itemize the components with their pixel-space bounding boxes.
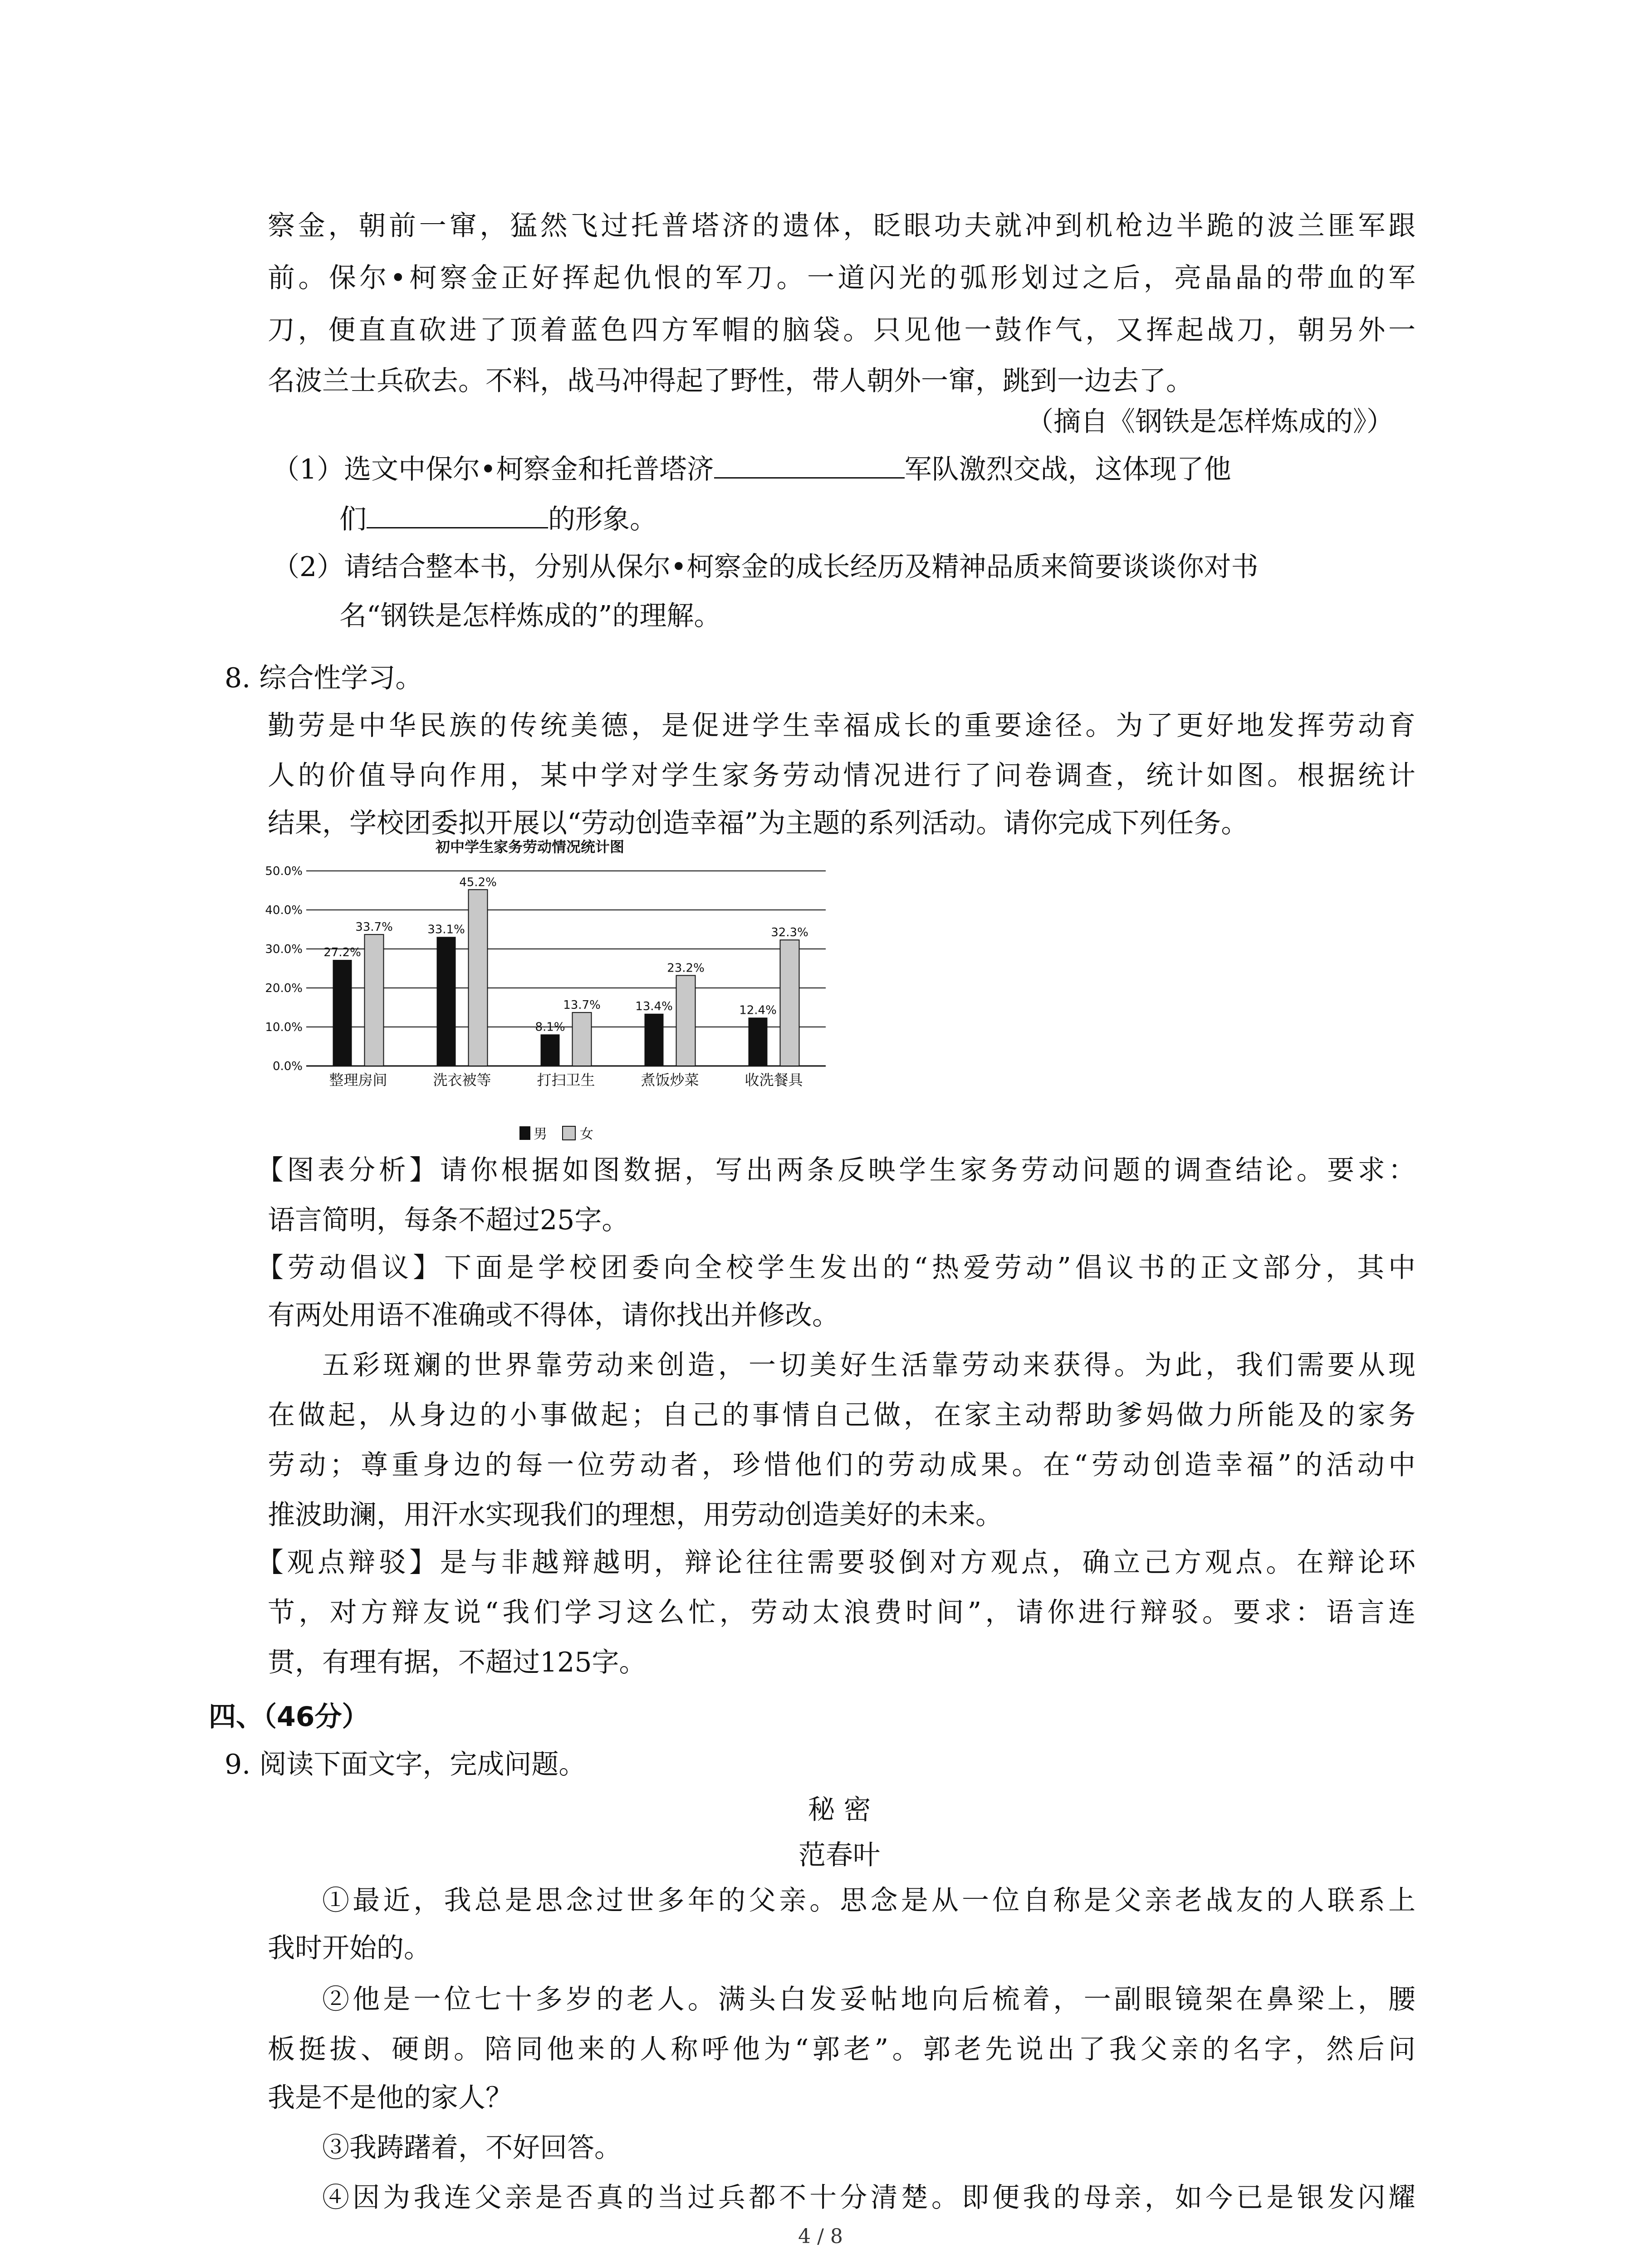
q8-proposal-line: 有两处用语不准确或不得体，请你找出并修改。 xyxy=(268,1300,839,1331)
y-tick-label: 50.0% xyxy=(265,865,303,878)
bar-male xyxy=(645,1014,664,1066)
section4-title: 四、（46分） xyxy=(209,1701,369,1733)
bar-female xyxy=(469,890,488,1066)
bar-male xyxy=(437,937,456,1066)
legend-label-female: 女 xyxy=(580,1126,593,1142)
x-tick-label: 打扫卫生 xyxy=(537,1071,595,1089)
y-tick-label: 40.0% xyxy=(265,904,303,917)
q8-debate-line: 贯，有理有据，不超过125字。 xyxy=(268,1647,647,1678)
q7-sub1-text-c: 们 xyxy=(339,503,367,535)
article-paragraph-line: 板挺拔、硬朗。陪同他来的人称呼他为“郭老”。郭老先说出了我父亲的名字，然后问 xyxy=(268,2033,1416,2065)
q9-title: 9. 阅读下面文字，完成问题。 xyxy=(225,1749,586,1780)
bar-data-label: 33.1% xyxy=(427,923,465,937)
bar-data-label: 12.4% xyxy=(739,1003,777,1017)
answer-blank[interactable] xyxy=(714,452,905,479)
x-tick-label: 收洗餐具 xyxy=(745,1071,803,1089)
q8-title: 8. 综合性学习。 xyxy=(225,662,423,694)
article-paragraph-line: 我时开始的。 xyxy=(268,1932,431,1964)
q7-sub2-line1: （2）请结合整本书，分别从保尔•柯察金的成长经历及精神品质来简要谈谈你对书 xyxy=(272,551,1259,583)
q7-sub1-text-b: 军队激烈交战，这体现了他 xyxy=(904,454,1231,485)
article-title: 秘 密 xyxy=(808,1794,871,1826)
article-paragraph-line: ①最近，我总是思念过世多年的父亲。思念是从一位自称是父亲老战友的人联系上 xyxy=(322,1885,1416,1916)
proposal-text-line: 五彩斑斓的世界靠劳动来创造，一切美好生活靠劳动来获得。为此，我们需要从现 xyxy=(322,1349,1416,1381)
passage-line: 名波兰士兵砍去。不料，战马冲得起了野性，带人朝外一窜，跳到一边去了。 xyxy=(268,365,1193,397)
q8-intro-line: 勤劳是中华民族的传统美德，是促进学生幸福成长的重要途径。为了更好地发挥劳动育 xyxy=(268,710,1416,742)
q7-sub1-text-d: 的形象。 xyxy=(548,503,657,535)
passage-source: （摘自《钢铁是怎样炼成的》） xyxy=(1026,406,1394,438)
q7-sub1-line2 xyxy=(339,501,657,538)
article-paragraph-line: ④因为我连父亲是否真的当过兵都不十分清楚。即便我的母亲，如今已是银发闪耀 xyxy=(322,2182,1416,2214)
q8-debate-line: 【观点辩驳】是与非越辩越明，辩论往往需要驳倒对方观点，确立己方观点。在辩论环 xyxy=(256,1547,1416,1579)
x-tick-label: 煮饭炒菜 xyxy=(641,1071,699,1089)
chart-svg xyxy=(254,839,844,1157)
bar-data-label: 13.7% xyxy=(563,998,601,1012)
y-tick-label: 30.0% xyxy=(265,943,303,956)
bar-data-label: 33.7% xyxy=(355,920,393,934)
bar-male xyxy=(749,1017,768,1066)
bar-data-label: 27.2% xyxy=(323,946,361,960)
x-tick-label: 整理房间 xyxy=(329,1071,387,1089)
page-number: 4 / 8 xyxy=(798,2225,843,2248)
y-tick-label: 0.0% xyxy=(272,1060,303,1073)
bar-data-label: 13.4% xyxy=(635,999,673,1013)
bar-chart xyxy=(254,839,844,1157)
q7-sub1-text-a: （1）选文中保尔•柯察金和托普塔济 xyxy=(272,454,714,485)
bar-male xyxy=(541,1034,560,1066)
bar-male xyxy=(333,960,352,1066)
q8-intro-line: 人的价值导向作用，某中学对学生家务劳动情况进行了问卷调查，统计如图。根据统计 xyxy=(268,760,1416,792)
y-tick-label: 20.0% xyxy=(265,982,303,995)
bar-female xyxy=(676,975,696,1066)
passage-line: 前。保尔•柯察金正好挥起仇恨的军刀。一道闪光的弧形划过之后，亮晶晶的带血的军 xyxy=(268,262,1416,294)
x-tick-label: 洗衣被等 xyxy=(433,1071,491,1089)
q8-analysis-line: 【图表分析】请你根据如图数据，写出两条反映学生家务劳动问题的调查结论。要求： xyxy=(256,1154,1416,1186)
passage-line: 刀，便直直砍进了顶着蓝色四方军帽的脑袋。只见他一鼓作气，又挥起战刀，朝另外一 xyxy=(268,314,1416,346)
proposal-text-line: 推波助澜，用汗水实现我们的理想，用劳动创造美好的未来。 xyxy=(268,1499,1003,1531)
article-paragraph-line: ②他是一位七十多岁的老人。满头白发妥帖地向后梳着，一副眼镜架在鼻梁上，腰 xyxy=(322,1984,1416,2015)
bar-female xyxy=(365,934,384,1066)
q8-debate-line: 节，对方辩友说“我们学习这么忙，劳动太浪费时间”，请你进行辩驳。要求：语言连 xyxy=(268,1597,1416,1628)
bar-data-label: 23.2% xyxy=(667,961,705,975)
bar-data-label: 45.2% xyxy=(459,875,497,890)
legend-swatch-male xyxy=(519,1126,530,1140)
y-tick-label: 10.0% xyxy=(265,1021,303,1034)
q7-sub2-line2: 名“钢铁是怎样炼成的”的理解。 xyxy=(339,600,721,632)
article-paragraph-line: ③我踌躇着，不好回答。 xyxy=(322,2132,622,2164)
legend-swatch-female xyxy=(563,1126,575,1140)
q7-sub1-line1 xyxy=(272,451,1231,488)
bar-data-label: 32.3% xyxy=(771,926,808,940)
bar-female xyxy=(573,1012,592,1066)
article-author: 范春叶 xyxy=(798,1839,880,1871)
q8-intro-line: 结果，学校团委拟开展以“劳动创造幸福”为主题的系列活动。请你完成下列任务。 xyxy=(268,807,1249,839)
chart-title: 初中学生家务劳动情况统计图 xyxy=(436,839,625,855)
passage-line: 察金，朝前一窜，猛然飞过托普塔济的遗体，眨眼功夫就冲到机枪边半跪的波兰匪军跟 xyxy=(268,210,1416,242)
bar-female xyxy=(780,940,799,1066)
bar-data-label: 8.1% xyxy=(535,1020,565,1034)
proposal-text-line: 劳动；尊重身边的每一位劳动者，珍惜他们的劳动成果。在“劳动创造幸福”的活动中 xyxy=(268,1449,1416,1481)
article-paragraph-line: 我是不是他的家人？ xyxy=(268,2082,513,2114)
proposal-text-line: 在做起，从身边的小事做起；自己的事情自己做，在家主动帮助爹妈做力所能及的家务 xyxy=(268,1399,1416,1431)
legend-label-male: 男 xyxy=(534,1126,547,1142)
q8-analysis-line: 语言简明，每条不超过25字。 xyxy=(268,1204,629,1236)
q8-proposal-line: 【劳动倡议】下面是学校团委向全校学生发出的“热爱劳动”倡议书的正文部分，其中 xyxy=(256,1252,1416,1284)
answer-blank[interactable] xyxy=(367,502,548,528)
